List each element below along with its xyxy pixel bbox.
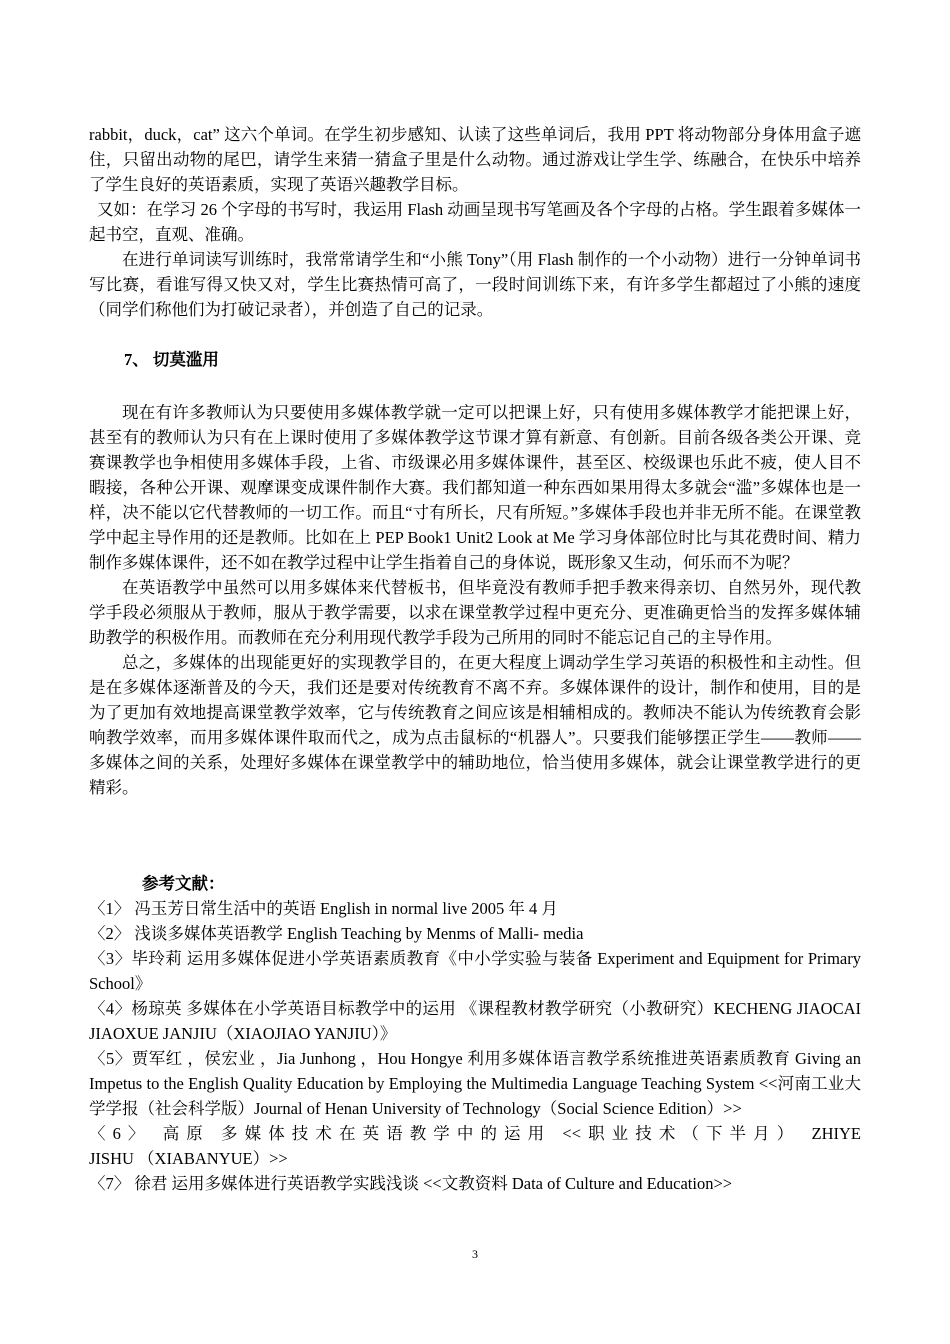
intro-paragraph-1: rabbit，duck，cat” 这六个单词。在学生初步感知、认读了这些单词后，我用 PPT 将动物部分身体用盒子遮住，只留出动物的尾巴，请学生来猜一猜盒子里是什么动物。通过游戏让学生学、练融合，在快乐中培养了学生良好的英语素质，实现了英语兴趣教学目标。: [89, 125, 861, 194]
references-title: 参考文献：: [142, 874, 225, 893]
page-number: 3: [472, 1247, 478, 1261]
reference-6-line-2: JISHU （XIABANYUE）>>: [89, 1149, 288, 1168]
reference-5: 〈5〉贾军红 ，侯宏业 ，Jia Junhong ，Hou Hongye 利用多媒体语言教学系统推进英语素质教育 Giving an Impetus to the English Quality Education by Employing the Multimedia Language Teaching System <<河南工业大学学报（社会科学版）Journal of Henan University of Technology（Social Science Edition）>>: [89, 1049, 861, 1118]
section-7-heading: 7、 切莫滥用: [124, 350, 219, 369]
section-7-body: [89, 400, 861, 800]
reference-4: 〈4〉杨琼英 多媒体在小学英语目标教学中的运用 《课程教材教学研究（小教研究）KECHENG JIAOCAI JIAOXUE JANJIU（XIAOJIAO YANJIU）》: [89, 999, 861, 1043]
reference-7: 〈7〉 徐君 运用多媒体进行英语教学实践浅谈 <<文教资料 Data of Culture and Education>>: [89, 1174, 733, 1193]
intro-paragraph-3: 在进行单词读写训练时，我常常请学生和“小熊 Tony”（用 Flash 制作的一个小动物）进行一分钟单词书写比赛，看谁写得又快又对，学生比赛热情可高了，一段时间训练下来，有许多学生都超过了小熊的速度（同学们称他们为打破记录者），并创造了自己的记录。: [89, 250, 861, 319]
reference-3: 〈3〉毕玲莉 运用多媒体促进小学英语素质教育《中小学实验与装备 Experiment and Equipment for Primary School》: [89, 949, 861, 993]
references-list: [89, 896, 861, 1196]
intro-section: [89, 122, 861, 322]
reference-1: 〈1〉 冯玉芳日常生活中的英语 English in normal live 2005 年 4 月: [89, 899, 558, 918]
section-7-paragraph-1: 现在有许多教师认为只要使用多媒体教学就一定可以把课上好，只有使用多媒体教学才能把课上好，甚至有的教师认为只有在上课时使用了多媒体教学这节课才算有新意、有创新。目前各级各类公开课、竞赛课教学也争相使用多媒体手段，上省、市级课必用多媒体课件，甚至区、校级课也乐此不疲，使人目不暇接，各种公开课、观摩课变成课件制作大赛。我们都知道一种东西如果用得太多就会“滥”多媒体也是一样，决不能以它代替教师的一切工作。而且“寸有所长，尺有所短。”多媒体手段也并非无所不能。在课堂教学中起主导作用的还是教师。比如在上 PEP Book1 Unit2 Look at Me 学习身体部位时比与其花费时间、精力制作多媒体课件，还不如在教学过程中让学生指着自己的身体说，既形象又生动，何乐而不为呢？: [89, 403, 861, 572]
reference-2: 〈2〉 浅谈多媒体英语教学 English Teaching by Menms of Malli- media: [89, 924, 584, 943]
section-7-paragraph-2: 在英语教学中虽然可以用多媒体来代替板书，但毕竟没有教师手把手教来得亲切、自然另外，现代教学手段必须服从于教师，服从于教学需要，以求在课堂教学过程中更充分、更准确更恰当的发挥多媒体辅助教学的积极作用。而教师在充分利用现代教学手段为己所用的同时不能忘记自己的主导作用。: [89, 578, 861, 647]
reference-6-line-1: 〈6〉 高原 多媒体技术在英语教学中的运用 <<职业技术（下半月） ZHIYE: [89, 1124, 861, 1143]
section-7-paragraph-3: 总之，多媒体的出现能更好的实现教学目的，在更大程度上调动学生学习英语的积极性和主动性。但是在多媒体逐渐普及的今天，我们还是要对传统教育不离不弃。多媒体课件的设计，制作和使用，目的是为了更加有效地提高课堂教学效率，它与传统教育之间应该是相辅相成的。教师决不能认为传统教育会影响教学效率，而用多媒体课件取而代之，成为点击鼠标的“机器人”。只要我们能够摆正学生——教师——多媒体之间的关系，处理好多媒体在课堂教学中的辅助地位，恰当使用多媒体，就会让课堂教学进行的更精彩。: [89, 653, 861, 797]
intro-paragraph-2: 又如：在学习 26 个字母的书写时，我运用 Flash 动画呈现书写笔画及各个字母的占格。学生跟着多媒体一起书空，直观、准确。: [89, 200, 861, 244]
